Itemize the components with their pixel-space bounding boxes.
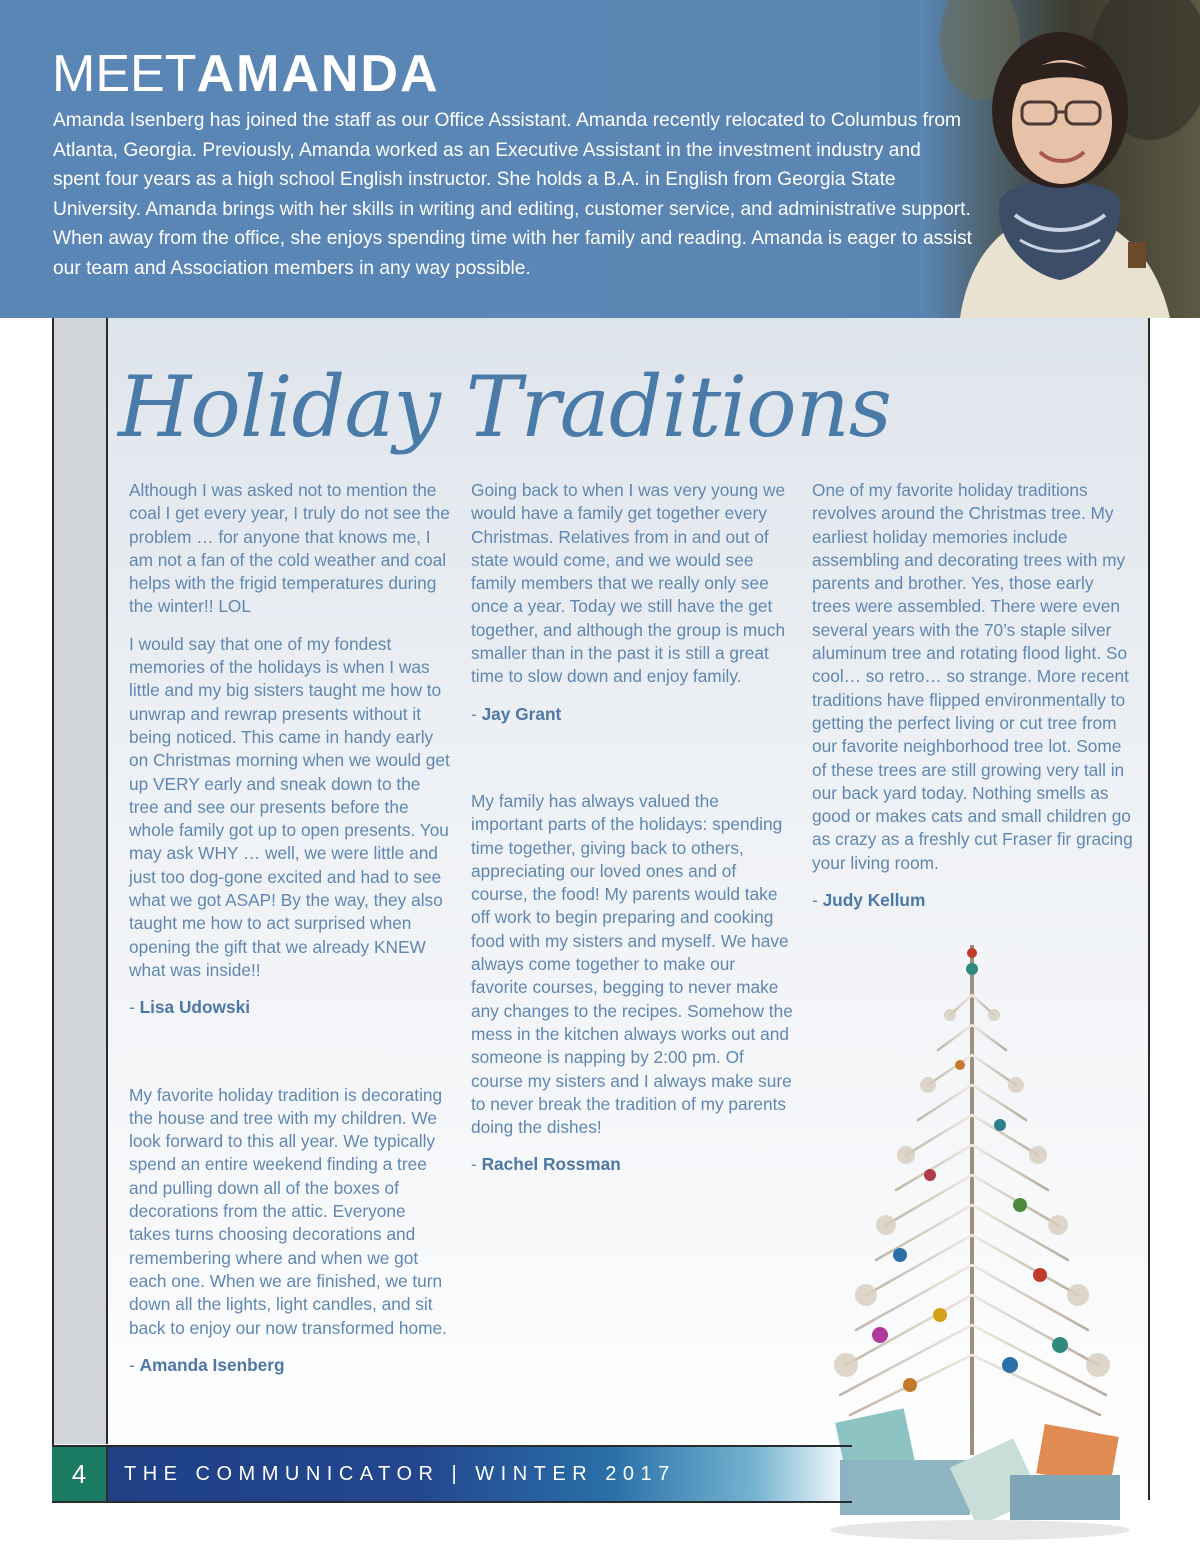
signature: - Amanda Isenberg (129, 1354, 285, 1375)
meet-amanda-header (0, 0, 1200, 318)
paragraph: Going back to when I was very young we would have a family get together every Christmas. Relatives from in and out of state would come, and we would see family members that we really only see once a year. Today we still have the get together, and although the group is much smaller than in the past it is still a great time to slow down and enjoy family. (471, 480, 786, 687)
paragraph: Although I was asked not to mention the coal I get every year, I truly do not see the problem … for anyone that knows me, I am not a fan of the cold weather and coal helps with the frigid temperatures during the winter!! LOL (129, 480, 450, 617)
title-bold: AMANDA (196, 45, 440, 103)
title-light: MEET (52, 45, 197, 103)
paragraph: My family has always valued the important parts of the holidays: spending time together, giving back to others, appreciating our loved ones and of course, the food! My parents would take off work to begin preparing and cooking food with my sisters and myself. We have always come together to make our favorite courses, begging to never make any changes to the recipes. Somehow the mess in the kitchen always works out and someone is napping by 2:00 pm. Of course my sisters and I always make sure to never break the tradition of my parents doing the dishes! (471, 790, 793, 1138)
column-1 (129, 479, 451, 1391)
paragraph: My favorite holiday tradition is decorating the house and tree with my children. We look forward to this all year. We typically spend an entire weekend finding a tree and pulling down all of the boxes of decorations from the attic. Everyone takes turns choosing decorations and remembering where and when we got each one. When we are finished, we turn down all the lights, light candles, and sit back to enjoy our now transformed home. (129, 1084, 447, 1338)
paragraph: I would say that one of my fondest memories of the holidays is when I was little and my big sisters taught me how to unwrap and rewrap presents without it being noticed. This came in handy early on Christmas morning when we would get up VERY early and sneak down to the tree and see our presents before the whole family got up to open presents. You may ask WHY … well, we were little and just too dog-gone excited and had to see what we got ASAP! By the way, they also taught me how to act surprised when opening the gift that we already KNEW what was inside!! (129, 633, 450, 980)
holiday-traditions-title: Holiday Traditions (118, 358, 891, 456)
signature: - Judy Kellum (812, 890, 926, 911)
meet-amanda-title (52, 44, 440, 104)
signature-name: Rachel Rossman (481, 1154, 621, 1175)
signature-name: Lisa Udowski (139, 997, 251, 1018)
signature-name: Amanda Isenberg (139, 1354, 285, 1375)
signature-name: Judy Kellum (822, 890, 926, 911)
spacer (129, 1034, 451, 1084)
footer-publication: THE COMMUNICATOR | WINTER 2017 (124, 1463, 676, 1485)
signature: - Rachel Rossman (471, 1154, 621, 1175)
meet-amanda-bio: Amanda Isenberg has joined the staff as our Office Assistant. Amanda recently relocated to Columbus from Atlanta, Georgia. Previously, Amanda worked as an Executive Assistant in the investment industry and spent four years as a high school English instructor. She holds a B.A. in English from Georgia State University. Amanda brings with her skills in writing and editing, customer service, and administrative support. When away from the office, she enjoys spending time with her family and reading. Amanda is eager to assist our team and Association members in any way possible. (53, 110, 972, 279)
signature-name: Jay Grant (481, 703, 562, 724)
frame-side-bar (54, 318, 108, 1444)
aluminum-christmas-tree-image (810, 935, 1150, 1545)
footer-bar (52, 1445, 852, 1503)
spacer (471, 740, 793, 790)
column-2 (471, 479, 793, 1191)
signature: - Lisa Udowski (129, 997, 251, 1018)
column-3 (812, 479, 1134, 926)
page-number: 4 (52, 1447, 108, 1501)
paragraph: One of my favorite holiday traditions revolves around the Christmas tree. My earliest holiday memories include assembling and decorating trees with my parents and brother. Yes, those early trees were assembled. There were even several years with the 70’s staple silver aluminum tree and rotating flood light. So cool… so retro… so strange. More recent traditions have flipped environmentally to getting the perfect living or cut tree from our favorite neighborhood tree lot. Some of these trees are still growing very tall in our back yard today. Nothing smells as good or makes cats and small children go as crazy as a freshly cut Fraser fir gracing your living room. (812, 480, 1133, 873)
signature: - Jay Grant (471, 703, 562, 724)
